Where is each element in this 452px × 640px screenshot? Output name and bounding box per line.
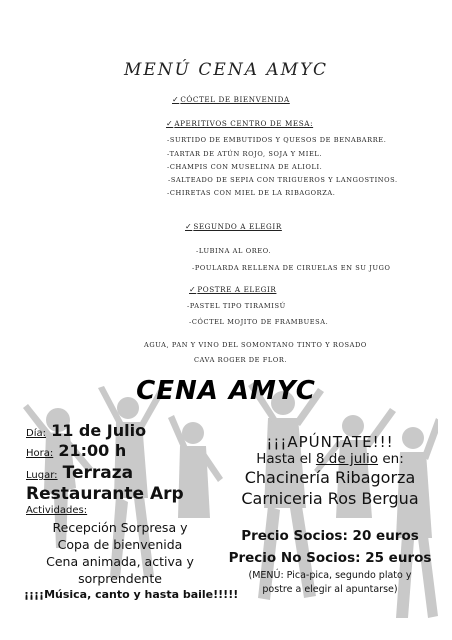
- menu-item: -TARTAR DE ATÚN ROJO, SOJA Y MIEL.: [167, 150, 323, 158]
- menu-item: -CHAMPIS CON MUSELINA DE ALIOLI.: [167, 163, 323, 171]
- menu-nota-2: postre a elegir al apuntarse): [262, 584, 398, 595]
- event-dia: [26, 421, 146, 440]
- hasta-pre: Hasta el: [256, 451, 316, 467]
- coctel-heading: CÓCTEL DE BIENVENIDA: [180, 95, 290, 104]
- check-icon: ✓: [166, 119, 174, 128]
- menu-item: -CHIRETAS CON MIEL DE LA RIBAGORZA.: [167, 189, 336, 197]
- actividades-list: [20, 519, 220, 587]
- menu-item: -POULARDA RELLENA DE CIRUELAS EN SU JUGO: [192, 264, 391, 272]
- menu-section-aperitivos: [166, 119, 313, 128]
- menu-section-coctel: [172, 95, 290, 104]
- hasta-post: en:: [378, 451, 404, 467]
- check-icon: ✓: [172, 95, 180, 104]
- hora-value: 21:00 h: [58, 441, 127, 460]
- actividad-item: sorprendente: [78, 571, 162, 586]
- postre-heading: POSTRE A ELEGIR: [197, 285, 277, 294]
- dia-label: Día:: [26, 428, 46, 439]
- menu-title: MENÚ CENA AMYC: [123, 60, 328, 80]
- actividad-item: Recepción Sorpresa y: [52, 520, 188, 535]
- event-lugar: [26, 463, 133, 483]
- place-1: Chacinería Ribagorza: [244, 468, 416, 487]
- segundo-heading: SEGUNDO A ELEGIR: [193, 222, 282, 231]
- check-icon: ✓: [185, 222, 193, 231]
- menu-item: -LUBINA AL OREO.: [196, 247, 272, 255]
- hasta-date: 8 de julio: [315, 451, 379, 467]
- check-icon: ✓: [189, 285, 197, 294]
- menu-item: -CÓCTEL MOJITO DE FRAMBUESA.: [189, 318, 329, 326]
- menu-nota-1: (MENÚ: Pica-pica, segundo plato y: [248, 570, 412, 581]
- apuntate-heading: ¡¡¡APÚNTATE!!!: [266, 433, 394, 451]
- actividad-item: Copa de bienvenida: [57, 537, 183, 552]
- lugar-value: Terraza: [62, 463, 134, 483]
- musica-line: ¡¡¡¡Música, canto y hasta baile!!!!!: [24, 588, 239, 601]
- precio-no-socios: Precio No Socios: 25 euros: [228, 550, 432, 566]
- menu-cava: CAVA ROGER DE FLOR.: [194, 356, 288, 364]
- menu-item: -SALTEADO DE SEPIA CON TRIGUEROS Y LANGOSTINOS.: [168, 176, 398, 184]
- actividad-item: Cena animada, activa y: [46, 554, 194, 569]
- place-2: Carniceria Ros Bergua: [241, 489, 419, 508]
- menu-item: -PASTEL TIPO TIRAMISÚ: [187, 302, 286, 310]
- event-title: CENA AMYC: [136, 376, 316, 406]
- actividades-label: Actividades:: [26, 505, 88, 516]
- menu-item: -SURTIDO DE EMBUTIDOS Y QUESOS DE BENABARRE.: [167, 136, 387, 144]
- lugar-value-2: Restaurante Arp: [26, 484, 184, 504]
- event-hora: [26, 441, 126, 460]
- aperitivos-heading: APERITIVOS CENTRO DE MESA:: [174, 119, 314, 128]
- hasta-line: [218, 451, 442, 467]
- menu-section-segundo: [185, 222, 282, 231]
- precio-socios: Precio Socios: 20 euros: [241, 528, 419, 544]
- menu-section-postre: [189, 285, 276, 294]
- dia-value: 11 de Julio: [51, 421, 147, 440]
- hora-label: Hora:: [26, 448, 54, 459]
- menu-bebida: AGUA, PAN Y VINO DEL SOMONTANO TINTO Y ROSADO: [144, 341, 367, 349]
- lugar-label: Lugar:: [26, 470, 58, 481]
